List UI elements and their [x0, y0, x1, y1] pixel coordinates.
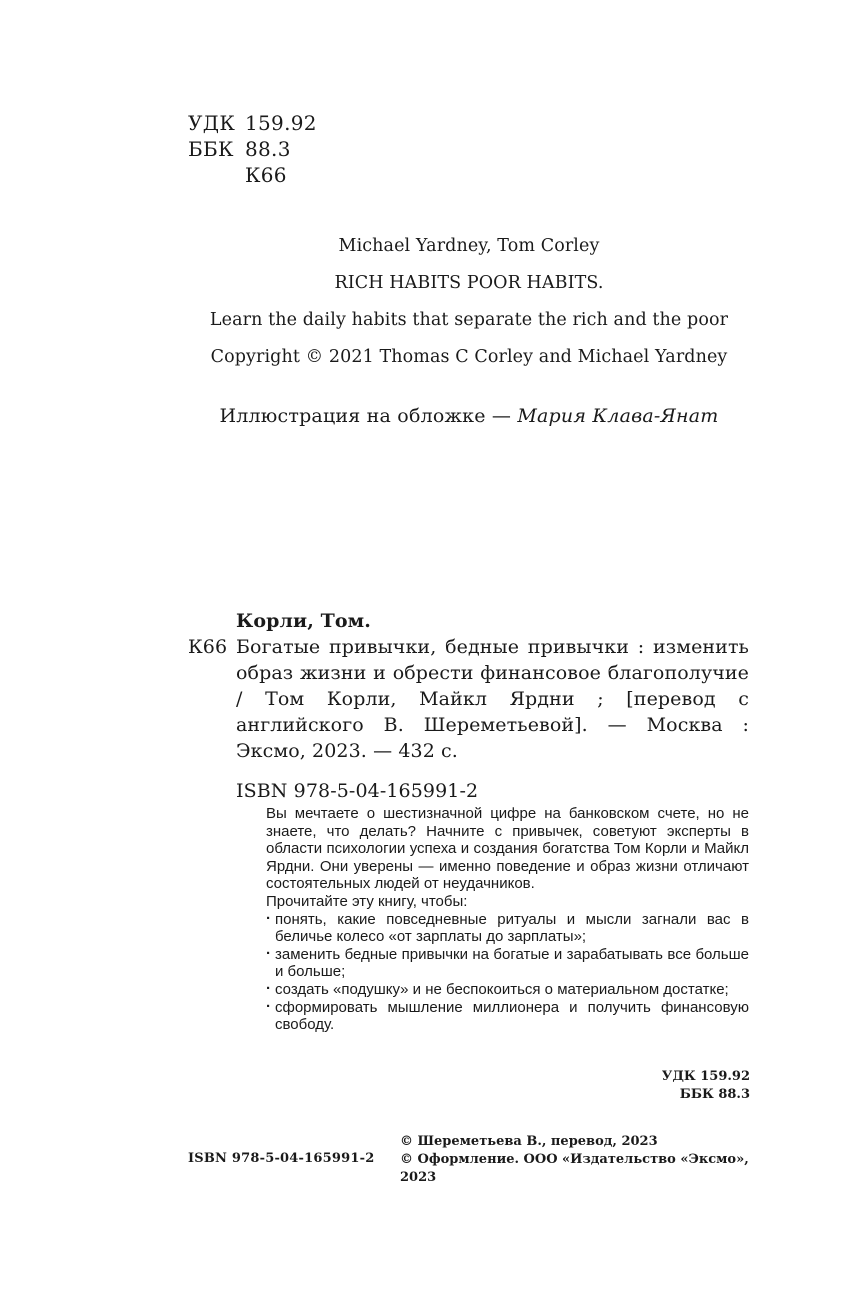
annotation-bbk: ББК 88.3: [679, 1087, 750, 1102]
original-subtitle: Learn the daily habits that separate the rich and the poor: [209, 310, 729, 330]
annotation-classification: [560, 1068, 750, 1104]
classification-block: [188, 110, 317, 188]
original-edition-block: [0, 236, 845, 382]
illustration-credit: [0, 405, 845, 427]
annotation-list: [236, 911, 749, 1034]
bib-author-mark: К66: [188, 636, 228, 658]
bbk-value: 88.3: [245, 137, 291, 161]
original-authors: Michael Yardney, Tom Corley: [338, 236, 600, 256]
bbk-row: [188, 136, 317, 162]
list-item: · создать «подушку» и не беспокоиться о материальном достатке;: [266, 981, 749, 999]
annotation: [236, 805, 749, 1034]
annotation-lead: Вы мечтаете о шестизначной цифре на банковском счете, но не знаете, что делать? Начните с привычек, советуют эксперты в области психологии успеха и создания богатства Том Корли и Майкл Ярдни. Они уверены — именно поведение и образ жизни отличают состоятельных людей от неудачников.: [266, 805, 749, 893]
list-item: · понять, какие повседневные ритуалы и мысли загнали вас в беличье колесо «от зарплаты до зарплаты»;: [266, 911, 749, 946]
author-mark-row: [188, 162, 317, 188]
udk-row: [188, 110, 317, 136]
list-item: · сформировать мышление миллионера и получить финансовую свободу.: [266, 999, 749, 1034]
illustration-label: Иллюстрация на обложке —: [219, 405, 518, 427]
bib-author-heading: Корли, Том.: [236, 610, 371, 632]
bbk-label: ББК: [188, 137, 234, 161]
list-item: · заменить бедные привычки на богатые и зарабатывать все больше и больше;: [266, 946, 749, 981]
footer-isbn: ISBN 978-5-04-165991-2: [188, 1151, 375, 1166]
udk-label: УДК: [188, 111, 236, 135]
bib-description: Богатые привычки, бедные привычки : изменить образ жизни и обрести финансовое благополучие / Том Корли, Майкл Ярдни ; [перевод с английского В. Шереметьевой]. — Москва : Эксмо, 2023. — 432 с.: [236, 636, 749, 762]
bib-entry: [188, 634, 750, 764]
illustration-artist: Мария Клава-Янат: [517, 405, 719, 427]
bibliographic-record: [188, 608, 750, 804]
copyright-design: © Оформление. ООО «Издательство «Эксмо», 2023: [400, 1152, 749, 1185]
udk-value: 159.92: [245, 111, 317, 135]
original-copyright: Copyright © 2021 Thomas C Corley and Michael Yardney: [210, 347, 728, 367]
footer-copyrights: [380, 1133, 750, 1187]
copyright-translation: © Шереметьева В., перевод, 2023: [400, 1134, 658, 1149]
bib-isbn: ISBN 978-5-04-165991-2: [236, 780, 479, 802]
author-mark: К66: [245, 163, 287, 187]
original-title: RICH HABITS POOR HABITS.: [334, 273, 604, 293]
annotation-prompt: Прочитайте эту книгу, чтобы:: [266, 892, 468, 910]
annotation-udk: УДК 159.92: [661, 1069, 750, 1084]
